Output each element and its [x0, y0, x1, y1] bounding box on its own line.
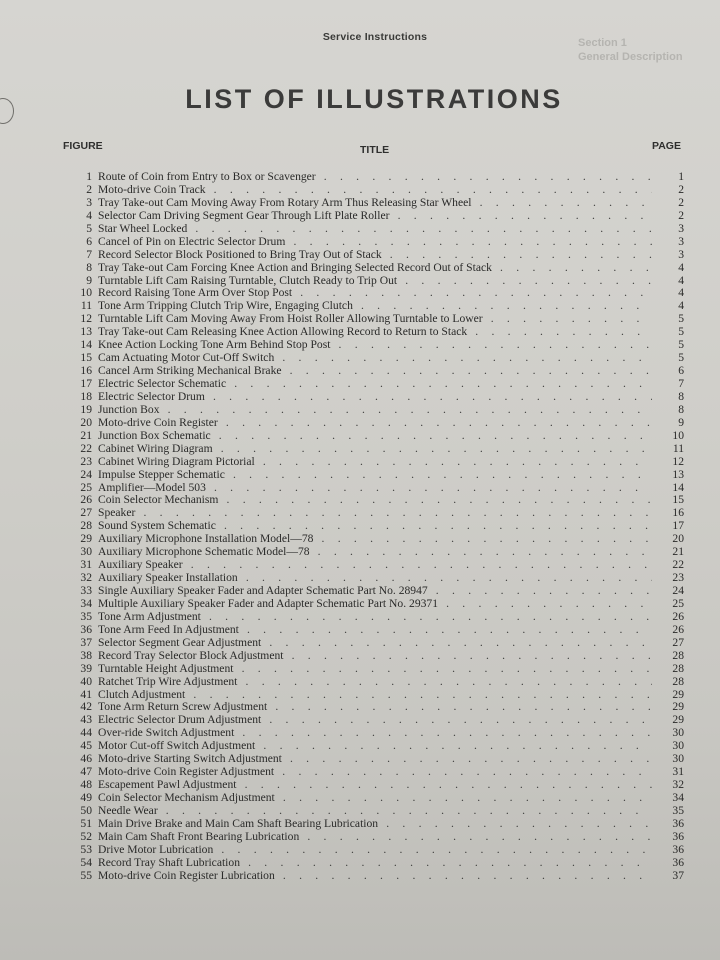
- list-item: [70, 831, 690, 844]
- list-item: [70, 482, 690, 495]
- list-item: [70, 197, 690, 210]
- figure-title: Record Tray Selector Block Adjustment . . .: [98, 650, 652, 663]
- figure-number: 26: [80, 493, 92, 507]
- figure-number: 8: [86, 260, 92, 274]
- page-title: LIST OF ILLUSTRATIONS: [185, 84, 563, 114]
- page-number: 6: [678, 364, 684, 378]
- list-item: [70, 249, 690, 262]
- page-number: 2: [678, 182, 684, 196]
- page-number: 20: [672, 532, 684, 546]
- page-number: 22: [672, 558, 684, 572]
- list-item: [70, 456, 690, 469]
- figure-title: Record Tray Shaft Lubrication . . .: [98, 857, 652, 870]
- figure-title: Tone Arm Return Screw Adjustment . . .: [98, 701, 652, 714]
- list-item: [70, 184, 690, 197]
- figure-number: 23: [80, 454, 92, 468]
- figure-number: 45: [80, 739, 92, 753]
- figure-number: 35: [80, 609, 92, 623]
- page-number: 23: [672, 571, 684, 585]
- page-number: 30: [672, 726, 684, 740]
- page-number: 28: [672, 661, 684, 675]
- figure-title: Junction Box . . .: [98, 404, 652, 417]
- figure-title: Needle Wear . . .: [98, 805, 652, 818]
- figure-title: Moto-drive Coin Register . . .: [98, 417, 652, 430]
- figure-number: 21: [80, 428, 92, 442]
- figure-number: 19: [80, 402, 92, 416]
- figure-title: Cabinet Wiring Diagram . . .: [98, 443, 652, 456]
- list-item: [70, 740, 690, 753]
- page-number: 36: [672, 816, 684, 830]
- list-item: [70, 404, 690, 417]
- figure-title: Clutch Adjustment . . .: [98, 689, 652, 702]
- figure-number: 37: [80, 635, 92, 649]
- page-number: 3: [678, 247, 684, 261]
- list-item: [70, 171, 690, 184]
- figure-title: Moto-drive Coin Track . . .: [98, 184, 652, 197]
- figure-number: 28: [80, 519, 92, 533]
- list-item: [70, 365, 690, 378]
- figure-number: 46: [80, 752, 92, 766]
- page-number: 35: [672, 803, 684, 817]
- figure-number: 40: [80, 674, 92, 688]
- list-item: [70, 494, 690, 507]
- figure-title: Motor Cut-off Switch Adjustment . . .: [98, 740, 652, 753]
- figure-number: 4: [86, 208, 92, 222]
- figure-title: Coin Selector Mechanism . . .: [98, 494, 652, 507]
- list-item: [70, 443, 690, 456]
- page-number: 15: [672, 493, 684, 507]
- list-item: [70, 559, 690, 572]
- page-number: 30: [672, 752, 684, 766]
- page-number: 29: [672, 713, 684, 727]
- figure-title: Cabinet Wiring Diagram Pictorial . . .: [98, 456, 652, 469]
- figure-title: Record Raising Tone Arm Over Stop Post . . .: [98, 287, 652, 300]
- list-item: [70, 792, 690, 805]
- page-number: 2: [678, 208, 684, 222]
- page-number: 4: [678, 286, 684, 300]
- list-item: [70, 753, 690, 766]
- figure-number: 13: [80, 325, 92, 339]
- figure-number: 29: [80, 532, 92, 546]
- figure-title: Electric Selector Drum Adjustment . . .: [98, 714, 652, 727]
- figure-title: Moto-drive Coin Register Lubrication . . .: [98, 870, 652, 883]
- figure-number: 14: [80, 338, 92, 352]
- page-number: 25: [672, 596, 684, 610]
- list-item: [70, 287, 690, 300]
- running-header: Service Instructions: [322, 31, 428, 43]
- figure-title: Main Drive Brake and Main Cam Shaft Bearing Lubrication . . .: [98, 818, 652, 831]
- figure-number: 54: [80, 855, 92, 869]
- page-number: 27: [672, 635, 684, 649]
- list-item: [70, 857, 690, 870]
- figure-number: 47: [80, 765, 92, 779]
- list-item: [70, 378, 690, 391]
- figure-number: 17: [80, 377, 92, 390]
- list-item: [70, 520, 690, 533]
- page-number: 5: [678, 325, 684, 339]
- list-item: [70, 701, 690, 714]
- figure-title: Sound System Schematic . . .: [98, 520, 652, 533]
- page-number: 16: [672, 506, 684, 520]
- figure-title: Moto-drive Coin Register Adjustment . . .: [98, 766, 652, 779]
- list-item: [70, 779, 690, 792]
- page-number: 31: [672, 765, 684, 779]
- list-item: [70, 637, 690, 650]
- list-item: [70, 663, 690, 676]
- figure-title: Speaker . . .: [98, 507, 652, 520]
- figure-number: 52: [80, 829, 92, 843]
- page-number: 5: [678, 312, 684, 326]
- page-number: 3: [678, 221, 684, 235]
- figure-title: Auxiliary Microphone Schematic Model—78 . . .: [98, 546, 652, 559]
- page-number: 2: [678, 195, 684, 209]
- figure-number: 43: [80, 713, 92, 727]
- figure-title: Selector Cam Driving Segment Gear Through Lift Plate Roller . . .: [98, 210, 652, 223]
- figure-number: 22: [80, 441, 92, 455]
- page-number: 8: [678, 402, 684, 416]
- list-item: [70, 300, 690, 313]
- figure-number: 7: [86, 247, 92, 261]
- list-item: [70, 507, 690, 520]
- figure-title: Tone Arm Adjustment . . .: [98, 611, 652, 624]
- figure-title: Moto-drive Starting Switch Adjustment . . .: [98, 753, 652, 766]
- figure-number: 36: [80, 622, 92, 636]
- list-item: [70, 714, 690, 727]
- page-number: 14: [672, 480, 684, 494]
- figure-title: Electric Selector Schematic . . .: [98, 378, 652, 391]
- page-number: 7: [678, 377, 684, 390]
- figure-title: Main Cam Shaft Front Bearing Lubrication . . .: [98, 831, 652, 844]
- list-item: [70, 469, 690, 482]
- column-header-figure: FIGURE: [63, 140, 103, 152]
- figure-title: Electric Selector Drum . . .: [98, 391, 652, 404]
- column-header-title: TITLE: [360, 144, 390, 156]
- column-header-page: PAGE: [652, 140, 681, 152]
- page-number: 37: [672, 868, 684, 882]
- figure-title: Cancel Arm Striking Mechanical Brake . . .: [98, 365, 652, 378]
- page-number: 17: [672, 519, 684, 533]
- page-number: 28: [672, 674, 684, 688]
- list-item: [70, 727, 690, 740]
- figure-title: Coin Selector Mechanism Adjustment . . .: [98, 792, 652, 805]
- figure-number: 20: [80, 415, 92, 429]
- figure-number: 2: [86, 182, 92, 196]
- figure-title: Turntable Height Adjustment . . .: [98, 663, 652, 676]
- figure-title: Selector Segment Gear Adjustment . . .: [98, 637, 652, 650]
- list-item: [70, 624, 690, 637]
- figure-title: Route of Coin from Entry to Box or Scavenger . . .: [98, 171, 652, 184]
- figure-number: 24: [80, 467, 92, 481]
- page-number: 21: [672, 545, 684, 559]
- figure-number: 42: [80, 700, 92, 714]
- list-item: [70, 262, 690, 275]
- figure-title: Escapement Pawl Adjustment . . .: [98, 779, 652, 792]
- figure-title: Knee Action Locking Tone Arm Behind Stop Post . . .: [98, 339, 652, 352]
- list-item: [70, 611, 690, 624]
- list-item: [70, 844, 690, 857]
- figure-number: 53: [80, 842, 92, 856]
- list-item: [70, 598, 690, 611]
- figure-title: Drive Motor Lubrication . . .: [98, 844, 652, 857]
- list-item: [70, 223, 690, 236]
- page-number: 3: [678, 234, 684, 248]
- figure-title: Tone Arm Feed In Adjustment . . .: [98, 624, 652, 637]
- list-item: [70, 391, 690, 404]
- figure-title: Auxiliary Microphone Installation Model—78 . . .: [98, 533, 652, 546]
- figure-number: 41: [80, 687, 92, 701]
- page-number: 36: [672, 855, 684, 869]
- page-number: 4: [678, 273, 684, 287]
- figure-number: 44: [80, 726, 92, 740]
- page-number: 32: [672, 778, 684, 792]
- figure-number: 34: [80, 596, 92, 610]
- list-item: [70, 818, 690, 831]
- bleed-through-line-1: Section 1: [578, 37, 627, 49]
- figure-number: 50: [80, 803, 92, 817]
- page-number: 1: [678, 170, 684, 183]
- figure-number: 6: [86, 234, 92, 248]
- figure-title: Star Wheel Locked . . .: [98, 223, 652, 236]
- list-item: [70, 585, 690, 598]
- figure-title: Turntable Lift Cam Raising Turntable, Clutch Ready to Trip Out . . .: [98, 275, 652, 288]
- page-number: 11: [672, 441, 684, 455]
- page-number: 13: [672, 467, 684, 481]
- illustration-list: [70, 171, 690, 883]
- figure-number: 32: [80, 571, 92, 585]
- figure-title: Tray Take-out Cam Releasing Knee Action Allowing Record to Return to Stack . . .: [98, 326, 652, 339]
- list-item: [70, 766, 690, 779]
- page-number: 30: [672, 739, 684, 753]
- figure-number: 12: [80, 312, 92, 326]
- figure-number: 33: [80, 584, 92, 597]
- page-number: 24: [672, 584, 684, 597]
- page-number: 29: [672, 700, 684, 714]
- list-item: [70, 275, 690, 288]
- figure-title: Tone Arm Tripping Clutch Trip Wire, Engaging Clutch . . .: [98, 300, 652, 313]
- list-item: [70, 210, 690, 223]
- figure-title: Over-ride Switch Adjustment . . .: [98, 727, 652, 740]
- list-item: [70, 417, 690, 430]
- figure-number: 55: [80, 868, 92, 882]
- figure-title: Auxiliary Speaker Installation . . .: [98, 572, 652, 585]
- list-item: [70, 689, 690, 702]
- figure-title: Cancel of Pin on Electric Selector Drum . . .: [98, 236, 652, 249]
- page-number: 8: [678, 389, 684, 403]
- figure-number: 38: [80, 648, 92, 662]
- figure-number: 11: [80, 299, 92, 313]
- figure-number: 31: [80, 558, 92, 572]
- figure-number: 30: [80, 545, 92, 559]
- figure-title: Auxiliary Speaker . . .: [98, 559, 652, 572]
- figure-title: Turntable Lift Cam Moving Away From Hoist Roller Allowing Turntable to Lower . . .: [98, 313, 652, 326]
- figure-title: Tray Take-out Cam Forcing Knee Action and Bringing Selected Record Out of Stack . . .: [98, 262, 652, 275]
- figure-number: 1: [86, 170, 92, 183]
- list-item: [70, 339, 690, 352]
- list-item: [70, 236, 690, 249]
- page-number: 26: [672, 609, 684, 623]
- list-item: [70, 805, 690, 818]
- page-number: 12: [672, 454, 684, 468]
- figure-number: 39: [80, 661, 92, 675]
- figure-number: 5: [86, 221, 92, 235]
- figure-number: 9: [86, 273, 92, 287]
- figure-number: 25: [80, 480, 92, 494]
- page-number: 36: [672, 829, 684, 843]
- figure-title: Tray Take-out Cam Moving Away From Rotary Arm Thus Releasing Star Wheel . . .: [98, 197, 652, 210]
- bleed-through-line-2: General Description: [578, 51, 683, 63]
- list-item: [70, 870, 690, 883]
- figure-number: 10: [80, 286, 92, 300]
- page-number: 28: [672, 648, 684, 662]
- figure-title: Single Auxiliary Speaker Fader and Adapter Schematic Part No. 28947 . . .: [98, 585, 652, 598]
- list-item: [70, 533, 690, 546]
- figure-number: 3: [86, 195, 92, 209]
- figure-number: 49: [80, 791, 92, 804]
- figure-number: 18: [80, 389, 92, 403]
- page-number: 9: [678, 415, 684, 429]
- list-item: [70, 326, 690, 339]
- list-item: [70, 676, 690, 689]
- figure-number: 27: [80, 506, 92, 520]
- page-number: 29: [672, 687, 684, 701]
- page-number: 5: [678, 338, 684, 352]
- page-number: 4: [678, 260, 684, 274]
- list-item: [70, 572, 690, 585]
- figure-title: Record Selector Block Positioned to Bring Tray Out of Stack . . .: [98, 249, 652, 262]
- figure-title: Junction Box Schematic . . .: [98, 430, 652, 443]
- page-number: 10: [672, 428, 684, 442]
- list-item: [70, 313, 690, 326]
- page-number: 4: [678, 299, 684, 313]
- page-number: 34: [672, 791, 684, 804]
- list-item: [70, 650, 690, 663]
- figure-number: 48: [80, 778, 92, 792]
- list-item: [70, 546, 690, 559]
- page-number: 36: [672, 842, 684, 856]
- figure-number: 51: [80, 816, 92, 830]
- figure-title: Amplifier—Model 503 . . .: [98, 482, 652, 495]
- figure-number: 16: [80, 364, 92, 378]
- figure-title: Impulse Stepper Schematic . . .: [98, 469, 652, 482]
- figure-number: 15: [80, 351, 92, 365]
- figure-title: Multiple Auxiliary Speaker Fader and Adapter Schematic Part No. 29371 . . .: [98, 598, 652, 611]
- page-number: 5: [678, 351, 684, 365]
- list-item: [70, 430, 690, 443]
- figure-title: Cam Actuating Motor Cut-Off Switch . . .: [98, 352, 652, 365]
- list-item: [70, 352, 690, 365]
- figure-title: Ratchet Trip Wire Adjustment . . .: [98, 676, 652, 689]
- page-number: 26: [672, 622, 684, 636]
